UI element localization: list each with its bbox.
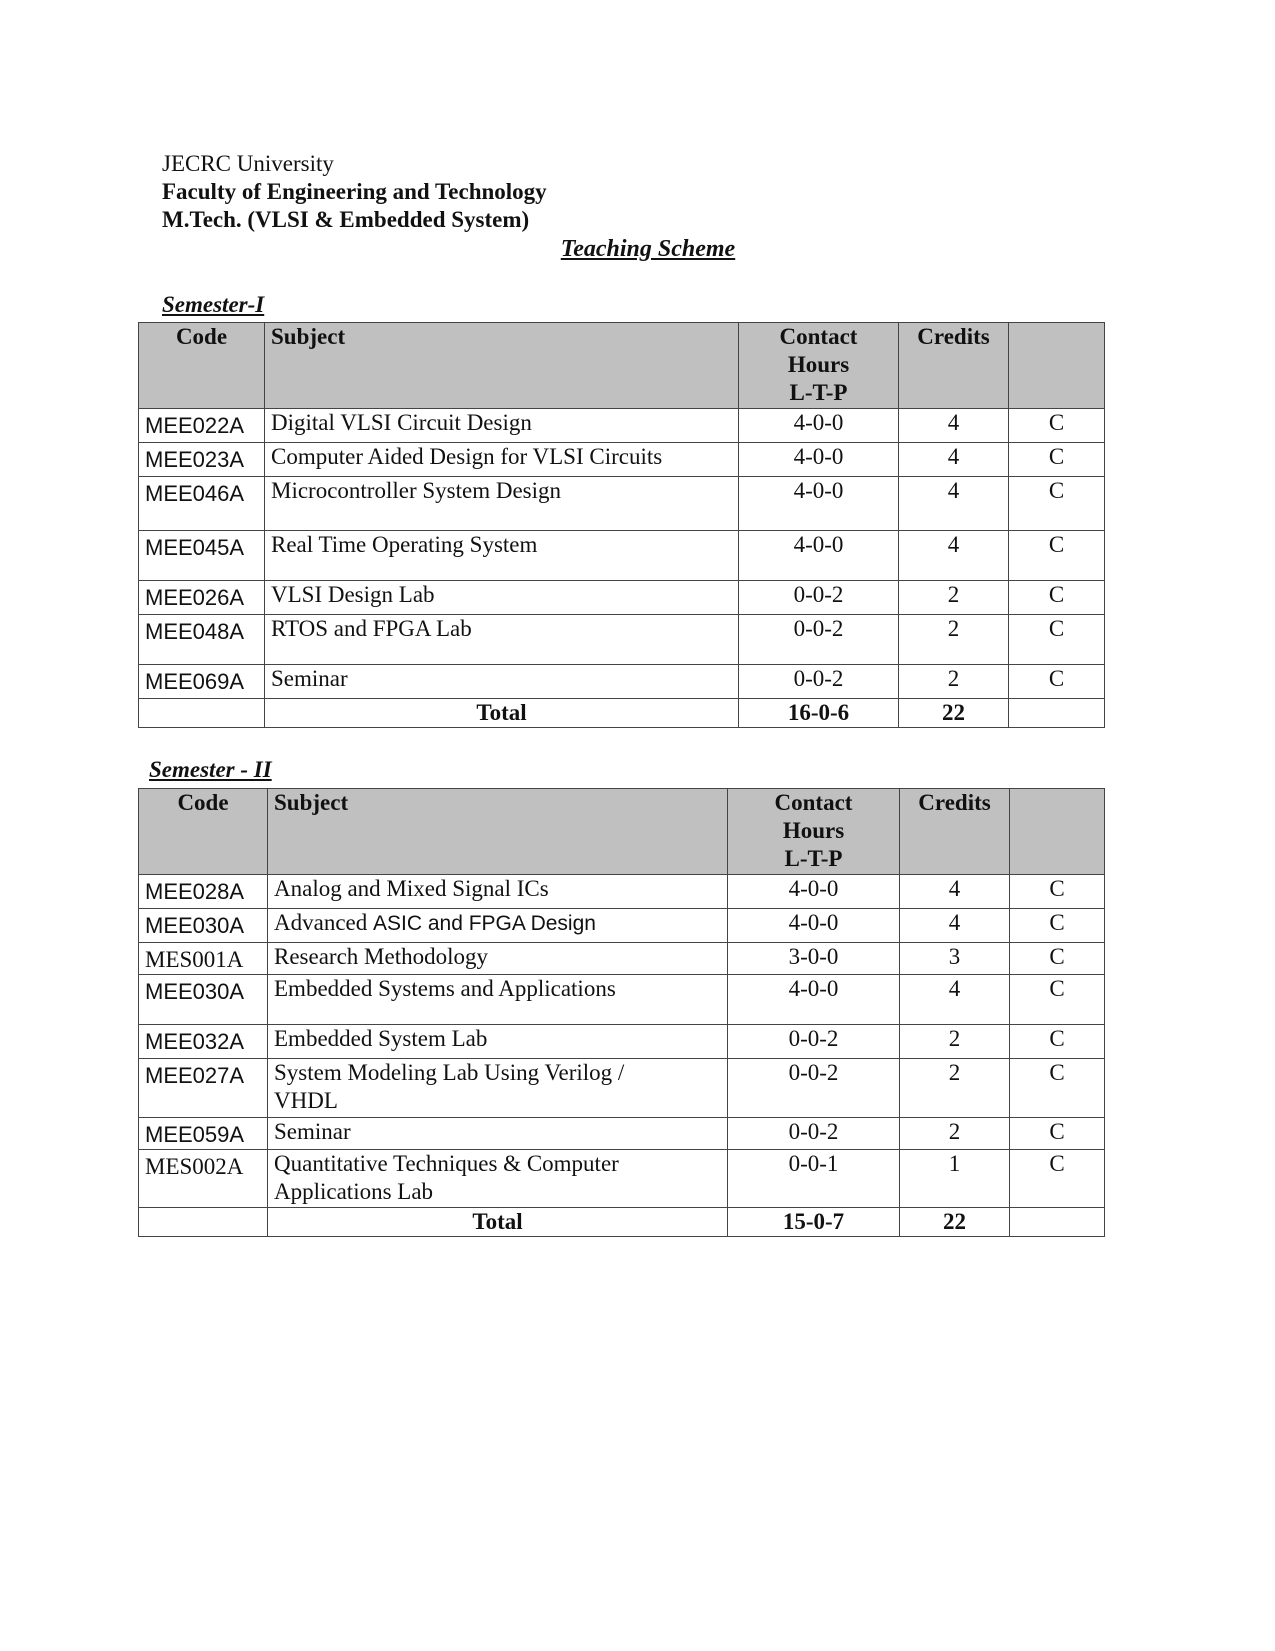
course-ltp: 0-0-2 [739,581,899,615]
course-type: C [1010,943,1105,975]
course-subject-line1: Quantitative Techniques & Computer [274,1151,619,1176]
university-name: JECRC University [162,151,334,176]
column-header-subject: Subject [268,789,728,875]
table-header-row [139,789,1105,875]
contact-label-line2: Hours [787,352,850,377]
course-subject [268,909,728,943]
table-row [139,1059,1105,1118]
course-credits: 4 [900,875,1010,909]
course-ltp: 0-0-2 [739,615,899,665]
table-row [139,581,1105,615]
course-code: MEE030A [139,909,268,943]
total-empty-type [1009,699,1105,728]
total-empty-code [139,699,265,728]
column-header-code: Code [139,323,265,409]
course-credits: 4 [900,909,1010,943]
table-row [139,943,1105,975]
contact-label-line1: Contact [779,324,858,349]
table-row [139,1118,1105,1150]
table-header-row [139,323,1105,409]
course-subject-part2: ASIC and FPGA Design [373,912,596,935]
semester-2-label: Semester - II [149,757,272,782]
course-ltp: 4-0-0 [728,909,900,943]
column-header-credits: Credits [900,789,1010,875]
course-credits: 2 [900,1118,1010,1150]
course-code: MEE046A [139,477,265,531]
course-type: C [1010,1150,1105,1208]
course-subject: Embedded Systems and Applications [268,975,728,1025]
course-ltp: 3-0-0 [728,943,900,975]
teaching-scheme-title: Teaching Scheme [560,236,736,262]
faculty-name: Faculty of Engineering and Technology [162,179,547,204]
course-code: MEE027A [139,1059,268,1118]
contact-label-line1: Contact [774,790,853,815]
course-type: C [1010,1118,1105,1150]
semester-1-label: Semester-I [162,292,265,317]
course-credits: 2 [899,581,1009,615]
course-type: C [1010,1059,1105,1118]
semester-2-table [138,788,1105,1237]
table-row [139,443,1105,477]
program-name: M.Tech. (VLSI & Embedded System) [162,207,530,232]
course-subject-line2: Applications Lab [274,1179,434,1204]
course-type: C [1009,409,1105,443]
table-row [139,531,1105,581]
course-subject-part1: Advanced [274,910,373,935]
course-credits: 4 [900,975,1010,1025]
column-header-type [1009,323,1105,409]
course-subject: Embedded System Lab [268,1025,728,1059]
contact-label-line3: L-T-P [789,380,848,405]
total-row [139,699,1105,728]
course-ltp: 4-0-0 [739,443,899,477]
total-ltp: 15-0-7 [728,1208,900,1237]
course-subject [268,1059,728,1118]
course-code: MEE069A [139,665,265,699]
course-code: MEE023A [139,443,265,477]
course-credits: 4 [899,477,1009,531]
column-header-type [1010,789,1105,875]
table-row [139,909,1105,943]
course-type: C [1010,875,1105,909]
course-type: C [1010,1025,1105,1059]
course-credits: 4 [899,443,1009,477]
course-ltp: 0-0-1 [728,1150,900,1208]
course-subject-line2: VHDL [274,1088,338,1113]
course-ltp: 4-0-0 [739,477,899,531]
table-row [139,875,1105,909]
course-ltp: 0-0-2 [739,665,899,699]
course-type: C [1010,975,1105,1025]
course-type: C [1009,615,1105,665]
total-credits: 22 [899,699,1009,728]
course-subject: Computer Aided Design for VLSI Circuits [265,443,739,477]
course-subject: Research Methodology [268,943,728,975]
course-code: MEE048A [139,615,265,665]
total-ltp: 16-0-6 [739,699,899,728]
course-type: C [1009,531,1105,581]
course-code: MEE045A [139,531,265,581]
semester-1-table [138,322,1105,728]
course-ltp: 0-0-2 [728,1118,900,1150]
course-code: MEE028A [139,875,268,909]
course-code: MES002A [139,1150,268,1208]
course-ltp: 0-0-2 [728,1059,900,1118]
course-type: C [1010,909,1105,943]
course-subject: Analog and Mixed Signal ICs [268,875,728,909]
course-subject: Real Time Operating System [265,531,739,581]
course-code: MES001A [139,943,268,975]
column-header-credits: Credits [899,323,1009,409]
column-header-contact-hours [739,323,899,409]
course-subject [268,1150,728,1208]
table-row [139,665,1105,699]
course-ltp: 0-0-2 [728,1025,900,1059]
course-code: MEE022A [139,409,265,443]
course-ltp: 4-0-0 [739,409,899,443]
table-row [139,477,1105,531]
total-label: Total [268,1208,728,1237]
course-credits: 3 [900,943,1010,975]
table-row [139,1025,1105,1059]
total-row [139,1208,1105,1237]
contact-label-line2: Hours [782,818,845,843]
course-credits: 2 [900,1025,1010,1059]
table-row [139,615,1105,665]
course-credits: 2 [899,665,1009,699]
course-credits: 2 [899,615,1009,665]
column-header-code: Code [139,789,268,875]
course-subject: RTOS and FPGA Lab [265,615,739,665]
total-empty-code [139,1208,268,1237]
course-ltp: 4-0-0 [739,531,899,581]
course-credits: 4 [899,531,1009,581]
course-credits: 4 [899,409,1009,443]
course-credits: 1 [900,1150,1010,1208]
course-type: C [1009,443,1105,477]
course-ltp: 4-0-0 [728,975,900,1025]
course-type: C [1009,477,1105,531]
total-credits: 22 [900,1208,1010,1237]
total-empty-type [1010,1208,1105,1237]
course-subject: Seminar [265,665,739,699]
course-type: C [1009,581,1105,615]
table-row [139,409,1105,443]
course-subject: Microcontroller System Design [265,477,739,531]
course-subject: VLSI Design Lab [265,581,739,615]
course-credits: 2 [900,1059,1010,1118]
course-subject-line1: System Modeling Lab Using Verilog / [274,1060,625,1085]
column-header-contact-hours [728,789,900,875]
course-ltp: 4-0-0 [728,875,900,909]
table-row [139,1150,1105,1208]
course-code: MEE030A [139,975,268,1025]
contact-label-line3: L-T-P [784,846,843,871]
column-header-subject: Subject [265,323,739,409]
course-code: MEE026A [139,581,265,615]
course-code: MEE059A [139,1118,268,1150]
course-subject: Seminar [268,1118,728,1150]
table-row [139,975,1105,1025]
course-code: MEE032A [139,1025,268,1059]
course-subject: Digital VLSI Circuit Design [265,409,739,443]
total-label: Total [265,699,739,728]
document-header [162,150,547,234]
course-type: C [1009,665,1105,699]
